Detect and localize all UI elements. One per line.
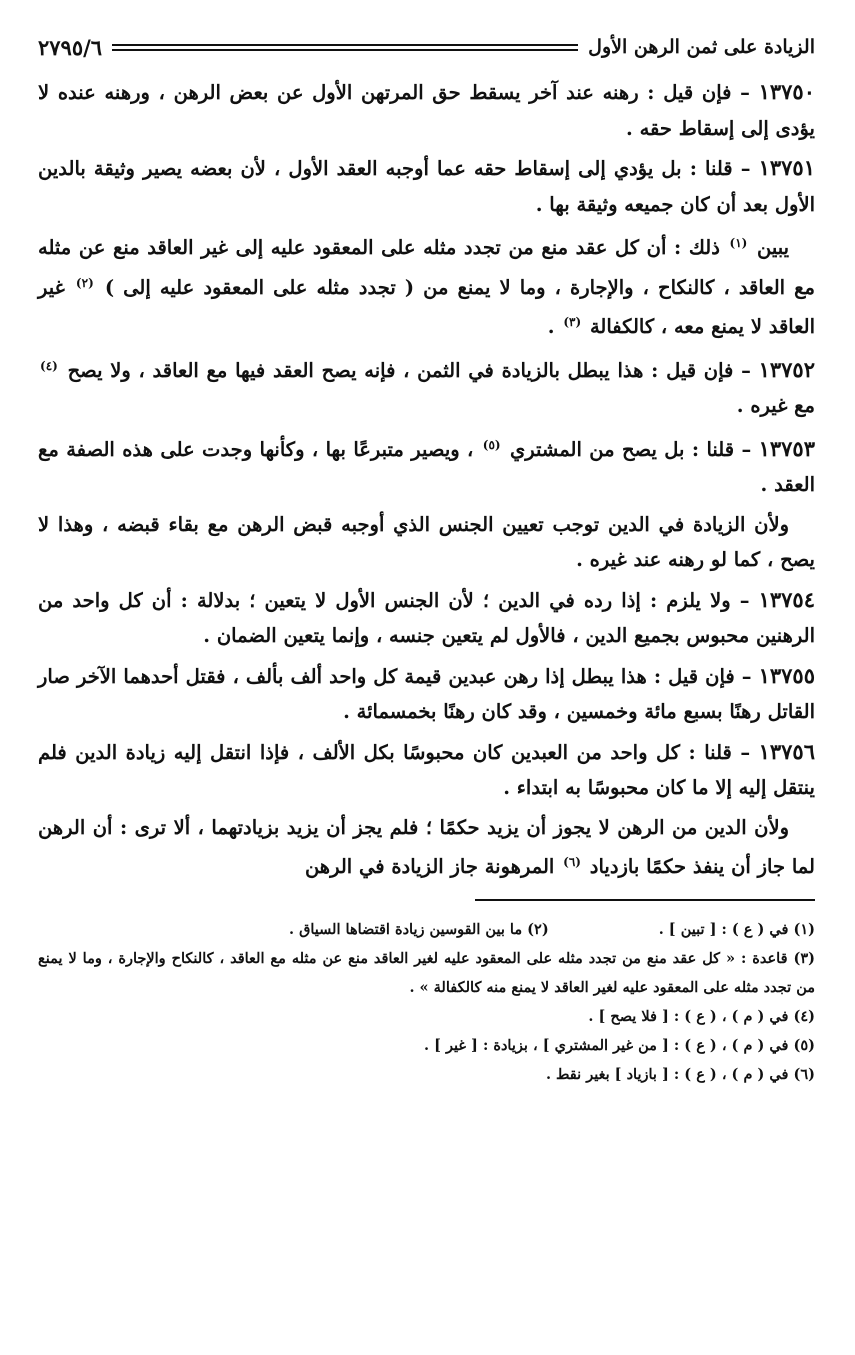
footnote-row <box>38 915 815 944</box>
footnote-2: (٢) ما بين القوسين زيادة اقتضاها السياق . <box>288 920 549 938</box>
main-text <box>38 74 815 885</box>
footnote-ref-5: (٥) <box>482 437 501 452</box>
paragraph-13751 <box>38 150 815 222</box>
footnote-6: (٦) في ( م ) ، ( ع ) : [ بازياد ] بغير نقط . <box>545 1065 815 1083</box>
paragraph-final <box>38 810 815 885</box>
paragraph-text: – فإن قيل : هذا يبطل بالزيادة في الثمن ، فإنه يصح العقد فيها مع العاقد ، ولا يصح <box>67 358 759 382</box>
paragraph-number: ١٣٧٥٥ <box>758 662 815 688</box>
paragraph-addition <box>38 507 815 578</box>
paragraph-number: ١٣٧٥٦ <box>758 738 815 764</box>
paragraph-explanation <box>38 226 815 345</box>
paragraph-13753 <box>38 428 815 503</box>
footnote-ref-3: (٣) <box>563 315 582 329</box>
paragraph-13754 <box>38 582 815 654</box>
footnote-1: (١) في ( ع ) : [ تبين ] . <box>658 920 815 938</box>
paragraph-text: ولأن الدين من الرهن لا يجوز أن يزيد حكمًا ؛ فلم يجز أن يزيد بزيادتهما ، ألا ترى : أن الرهن لما جاز أن ينفذ حكمًا بازدياد <box>38 815 815 878</box>
paragraph-13750 <box>38 74 815 146</box>
paragraph-13756 <box>38 734 815 806</box>
footnote-5: (٥) في ( م ) ، ( ع ) : [ من غير المشتري ] ، بزيادة : [ غير ] . <box>424 1036 815 1054</box>
footnote-ref-4: (٤) <box>40 358 58 373</box>
paragraph-text: – قلنا : كل واحد من العبدين كان محبوسًا بكل الألف ، فإذا انتقل إليه زيادة الدين فلم ينتقل إليه إلا ما كان محبوسًا به ابتداء . <box>38 740 815 799</box>
paragraph-text: – فإن قيل : هذا يبطل إذا رهن عبدين قيمة كل واحد ألف بألف ، فقتل أحدهما الآخر صار القاتل رهنًا بسبع مائة وخمسين ، وقد كان رهنًا بخمسمائة . <box>38 664 815 723</box>
footnote-ref-1: (١) <box>729 236 748 250</box>
footnote-3: (٣) قاعدة : « كل عقد منع من تجدد مثله على المعقود عليه لغير العاقد منع عن مثله مع العاقد ، كالنكاح والإجارة ، وما لا يمنع من تجدد مثله على المعقود عليه لغير العاقد لا يمنع منه كالكفالة » . <box>38 949 815 996</box>
footnote-ref-6: (٦) <box>563 855 581 869</box>
paragraph-text: المرهونة جاز الزيادة في الرهن <box>304 855 562 878</box>
page-number: ٢٧٩٥/٦ <box>38 34 103 60</box>
paragraph-text: مع غيره . <box>736 394 815 417</box>
paragraph-text: – قلنا : بل يؤدي إلى إسقاط حقه عما أوجبه العقد الأول ، لأن بعضه يصير وثيقة بالدين الأول بعد أن كان جميعه وثيقة بها . <box>38 157 815 216</box>
running-header <box>38 30 815 64</box>
paragraph-number: ١٣٧٥٢ <box>758 356 815 382</box>
paragraph-13755 <box>38 658 815 730</box>
paragraph-number: ١٣٧٥٤ <box>758 586 815 612</box>
footnote-4: (٤) في ( م ) ، ( ع ) : [ فلا يصح ] . <box>588 1007 815 1025</box>
paragraph-text: – فإن قيل : رهنه عند آخر يسقط حق المرتهن الأول عن بعض الرهن ، ورهنه عنده لا يؤدى إلى إسقاط حقه . <box>38 81 815 140</box>
paragraph-text: ، ويصير متبرعًا بها ، وكأنها وجدت على هذه الصفة مع العقد . <box>38 437 815 496</box>
paragraph-text: – قلنا : بل يصح من المشتري <box>509 437 759 461</box>
paragraph-text: – ولا يلزم : إذا رده في الدين ؛ لأن الجنس الأول لا يتعين ؛ بدلالة : أن كل واحد من الرهنين محبوس بجميع الدين ، فالأول لم يتعين جنسه ، وإنما يتعين الضمان . <box>38 588 815 647</box>
paragraph-text: . <box>547 315 562 338</box>
paragraph-text: ولأن الزيادة في الدين توجب تعيين الجنس الذي أوجبه قبض الرهن مع بقاء قبضه ، وهذا لا يصح ، كما لو رهنه عند غيره . <box>38 512 815 571</box>
footnotes <box>38 915 815 1089</box>
paragraph-text: ذلك : أن كل عقد منع من تجدد مثله على المعقود عليه إلى غير العاقد منع عن مثله مع العاقد ، كالنكاح ، والإجارة ، وما لا يمنع من ( تجدد مثله على المعقود عليه إلى ) <box>38 236 815 299</box>
footnote-separator <box>475 899 815 901</box>
running-title: الزيادة على ثمن الرهن الأول <box>588 36 815 58</box>
paragraph-13752 <box>38 349 815 424</box>
paragraph-number: ١٣٧٥٠ <box>758 79 815 104</box>
paragraph-number: ١٣٧٥١ <box>758 155 815 180</box>
paragraph-number: ١٣٧٥٣ <box>758 435 815 461</box>
footnote-ref-2: (٢) <box>75 275 94 290</box>
paragraph-text: يبين <box>756 236 790 259</box>
paragraph-text: غير العاقد لا يمنع معه ، كالكفالة <box>38 275 815 338</box>
header-double-rule <box>112 44 578 51</box>
